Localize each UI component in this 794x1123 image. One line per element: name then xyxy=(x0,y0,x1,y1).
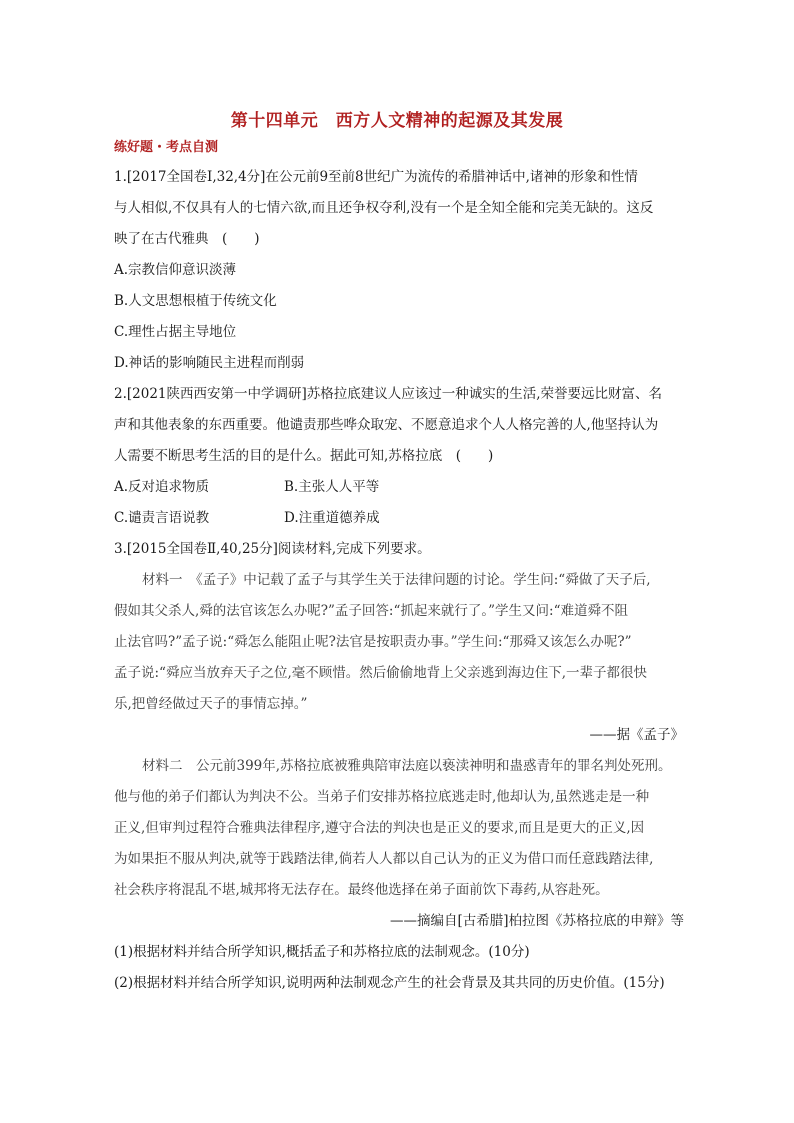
question-content xyxy=(114,162,684,999)
material-two-source: ——摘编自[古希腊]柏拉图《苏格拉底的申辩》等 xyxy=(389,913,684,929)
material-two-line: 为如果拒不服从判决,就等于践踏法律,倘若人人都以自己认为的正义为借口而任意践踏法律, xyxy=(114,851,654,867)
material-one-line: 乐,把曾经做过天子的事情忘掉。” xyxy=(114,696,308,712)
subquestion-1: (1)根据材料并结合所学知识,概括孟子和苏格拉底的法制观念。(10分) xyxy=(114,944,530,960)
material-one-line: 材料一 《孟子》中记载了孟子与其学生关于法律问题的讨论。学生问:“舜做了天子后, xyxy=(142,572,651,588)
material-two-line: 正义,但审判过程符合雅典法律程序,遵守合法的判决也是正义的要求,而且是更大的正义,因 xyxy=(114,820,645,836)
q2-option-d: D.注重道德养成 xyxy=(284,510,380,526)
q1-option-c: C.理性占据主导地位 xyxy=(114,324,237,340)
q2-options-row xyxy=(114,503,684,534)
q2-option-c: C.谴责言语说教 xyxy=(114,510,210,526)
material-two-line: 他与他的弟子们都认为判决不公。当弟子们安排苏格拉底逃走时,他却认为,虽然逃走是一种 xyxy=(114,789,650,805)
material-one-line: 止法官吗?”孟子说:“舜怎么能阻止呢?法官是按职责办事。”学生问:“那舜又该怎么办呢?” xyxy=(114,634,632,650)
material-one-line: 孟子说:“舜应当放弃天子之位,毫不顾惜。然后偷偷地背上父亲逃到海边住下,一辈子都很快 xyxy=(114,665,648,681)
q2-line: 2.[2021陕西西安第一中学调研]苏格拉底建议人应该过一种诚实的生活,荣誉要远比财富、名 xyxy=(114,386,663,402)
q1-option-b: B.人文思想根植于传统文化 xyxy=(114,293,277,309)
q1-option-a: A.宗教信仰意识淡薄 xyxy=(114,262,237,278)
material-one-source: ——据《孟子》 xyxy=(589,727,684,743)
q2-line: 声和其他表象的东西重要。他谴责那些哗众取宠、不愿意追求个人人格完善的人,他坚持认为 xyxy=(114,417,659,433)
q1-option-d: D.神话的影响随民主进程而削弱 xyxy=(114,355,305,371)
q2-option-b: B.主张人人平等 xyxy=(284,479,380,495)
material-one-line: 假如其父杀人,舜的法官该怎么办呢?”孟子回答:“抓起来就行了。”学生又问:“难道舜不阻 xyxy=(114,603,628,619)
subquestion-2: (2)根据材料并结合所学知识,说明两种法制观念产生的社会背景及其共同的历史价值。(15分) xyxy=(114,975,665,991)
q3-stem: 3.[2015全国卷Ⅱ,40,25分]阅读材料,完成下列要求。 xyxy=(114,541,431,557)
q1-line: 映了在古代雅典 ( ) xyxy=(114,231,260,247)
material-two-line: 材料二 公元前399年,苏格拉底被雅典陪审法庭以亵渎神明和蛊惑青年的罪名判处死刑。 xyxy=(142,758,672,774)
q1-line: 与人相似,不仅具有人的七情六欲,而且还争权夺利,没有一个是全知全能和完美无缺的。这反 xyxy=(114,200,654,216)
q2-line: 人需要不断思考生活的目的是什么。据此可知,苏格拉底 ( ) xyxy=(114,448,494,464)
material-two-line: 社会秩序将混乱不堪,城邦将无法存在。最终他选择在弟子面前饮下毒药,从容赴死。 xyxy=(114,882,609,898)
unit-title: 第十四单元 西方人文精神的起源及其发展 xyxy=(230,111,564,131)
q2-option-a: A.反对追求物质 xyxy=(114,479,210,495)
q1-line: 1.[2017全国卷Ⅰ,32,4分]在公元前9至前8世纪广为流传的希腊神话中,诸神的形象和性情 xyxy=(114,169,638,185)
section-heading: 练好题・考点自测 xyxy=(114,140,219,155)
q2-options-row xyxy=(114,472,684,503)
